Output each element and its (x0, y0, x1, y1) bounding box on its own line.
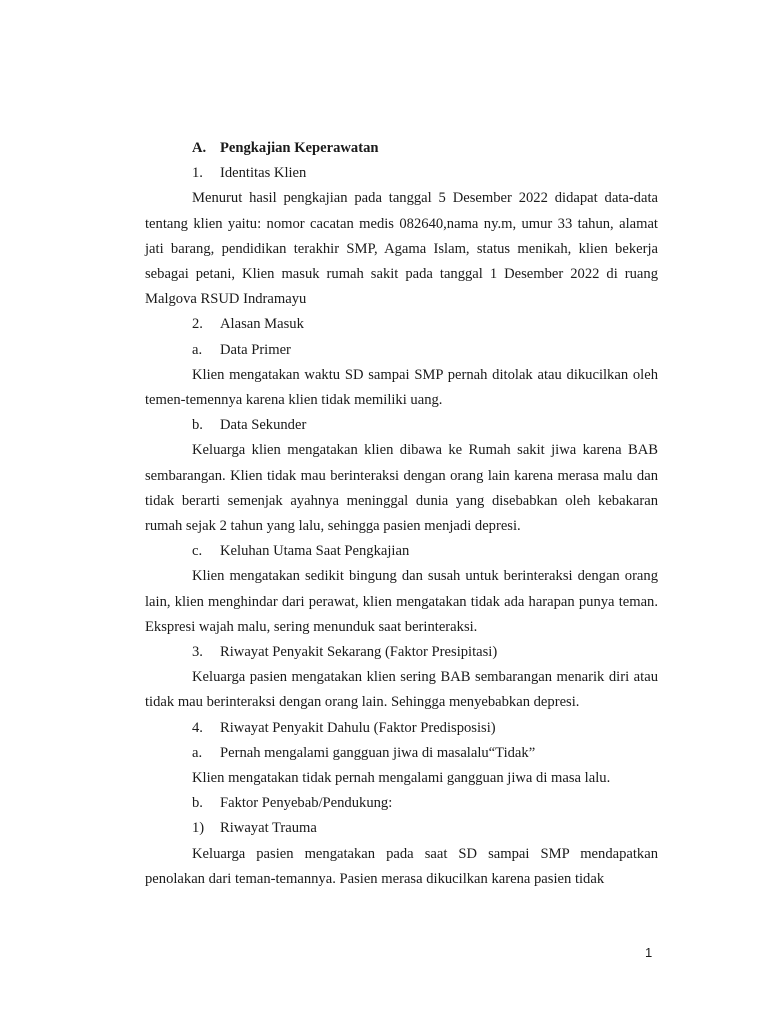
document-body (145, 136, 658, 892)
list-item-text: Data Sekunder (220, 417, 307, 434)
list-marker: b. (192, 417, 203, 434)
paragraph (145, 186, 658, 312)
list-item (145, 539, 658, 564)
paragraph (145, 766, 658, 791)
paragraph-text: Klien mengatakan tidak pernah mengalami gangguan jiwa di masa lalu. (192, 769, 611, 786)
paragraph (145, 842, 658, 892)
paragraph (145, 564, 658, 640)
list-item (145, 640, 658, 665)
list-marker: 3. (192, 643, 203, 660)
list-item-text: Pernah mengalami gangguan jiwa di masalalu“Tidak” (220, 744, 536, 761)
section-heading-text: Pengkajian Keperawatan (220, 140, 379, 156)
paragraph (145, 665, 658, 715)
list-item-text: Riwayat Penyakit Sekarang (Faktor Presipitasi) (220, 643, 498, 660)
list-item-text: Riwayat Penyakit Dahulu (Faktor Predisposisi) (220, 719, 496, 736)
paragraph-text: Klien mengatakan sedikit bingung dan susah untuk berinteraksi dengan orang lain, klien menghindar dari perawat, klien mengatakan tidak ada harapan punya teman. Ekspresi wajah malu, sering menunduk saat berinteraksi. (145, 568, 658, 635)
section-heading (145, 136, 658, 161)
list-item (145, 161, 658, 186)
list-item-text: Faktor Penyebab/Pendukung: (220, 795, 393, 812)
list-item (145, 413, 658, 438)
paragraph-text: Keluarga klien mengatakan klien dibawa ke Rumah sakit jiwa karena BAB sembarangan. Klien tidak mau berinteraksi dengan orang lain karena merasa malu dan tidak berarti semenjak ayahnya meninggal dunia yang disebabkan oleh kebakaran rumah sejak 2 tahun yang lalu, sehingga pasien menjadi depresi. (145, 442, 658, 534)
list-marker: c. (192, 543, 203, 560)
page-number: 1 (645, 945, 653, 960)
list-marker: 4. (192, 719, 203, 736)
list-item-text: Data Primer (220, 341, 291, 358)
list-marker: a. (192, 341, 203, 358)
paragraph-text: Keluarga pasien mengatakan pada saat SD sampai SMP mendapatkan penolakan dari teman-temannya. Pasien merasa dikucilkan karena pasien tidak (145, 845, 658, 887)
list-item (145, 791, 658, 816)
list-item (145, 741, 658, 766)
list-item-text: Alasan Masuk (220, 316, 304, 333)
list-item (145, 816, 658, 841)
list-item (145, 716, 658, 741)
paragraph (145, 363, 658, 413)
paragraph-text: Klien mengatakan waktu SD sampai SMP pernah ditolak atau dikucilkan oleh temen-temennya karena klien tidak memiliki uang. (145, 366, 658, 408)
list-marker: 2. (192, 316, 203, 333)
list-item-text: Identitas Klien (220, 165, 307, 182)
list-marker: a. (192, 744, 203, 761)
list-marker: b. (192, 795, 203, 812)
paragraph (145, 438, 658, 539)
list-item-text: Riwayat Trauma (220, 820, 317, 837)
list-item (145, 312, 658, 337)
paragraph-text: Keluarga pasien mengatakan klien sering BAB sembarangan menarik diri atau tidak mau berinteraksi dengan orang lain. Sehingga menyebabkan depresi. (145, 669, 658, 711)
list-item (145, 338, 658, 363)
paragraph-text: Menurut hasil pengkajian pada tanggal 5 Desember 2022 didapat data-data tentang klien yaitu: nomor cacatan medis 082640,nama ny.m, umur 33 tahun, alamat jati barang, pendidikan terakhir SMP, Agama Islam, status menikah, klien bekerja sebagai petani, Klien masuk rumah sakit pada tanggal 1 Desember 2022 di ruang Malgova RSUD Indramayu (145, 190, 658, 308)
list-marker: 1. (192, 165, 203, 182)
list-item-text: Keluhan Utama Saat Pengkajian (220, 543, 410, 560)
list-marker: 1) (192, 820, 205, 837)
section-heading-marker: A. (192, 140, 207, 156)
